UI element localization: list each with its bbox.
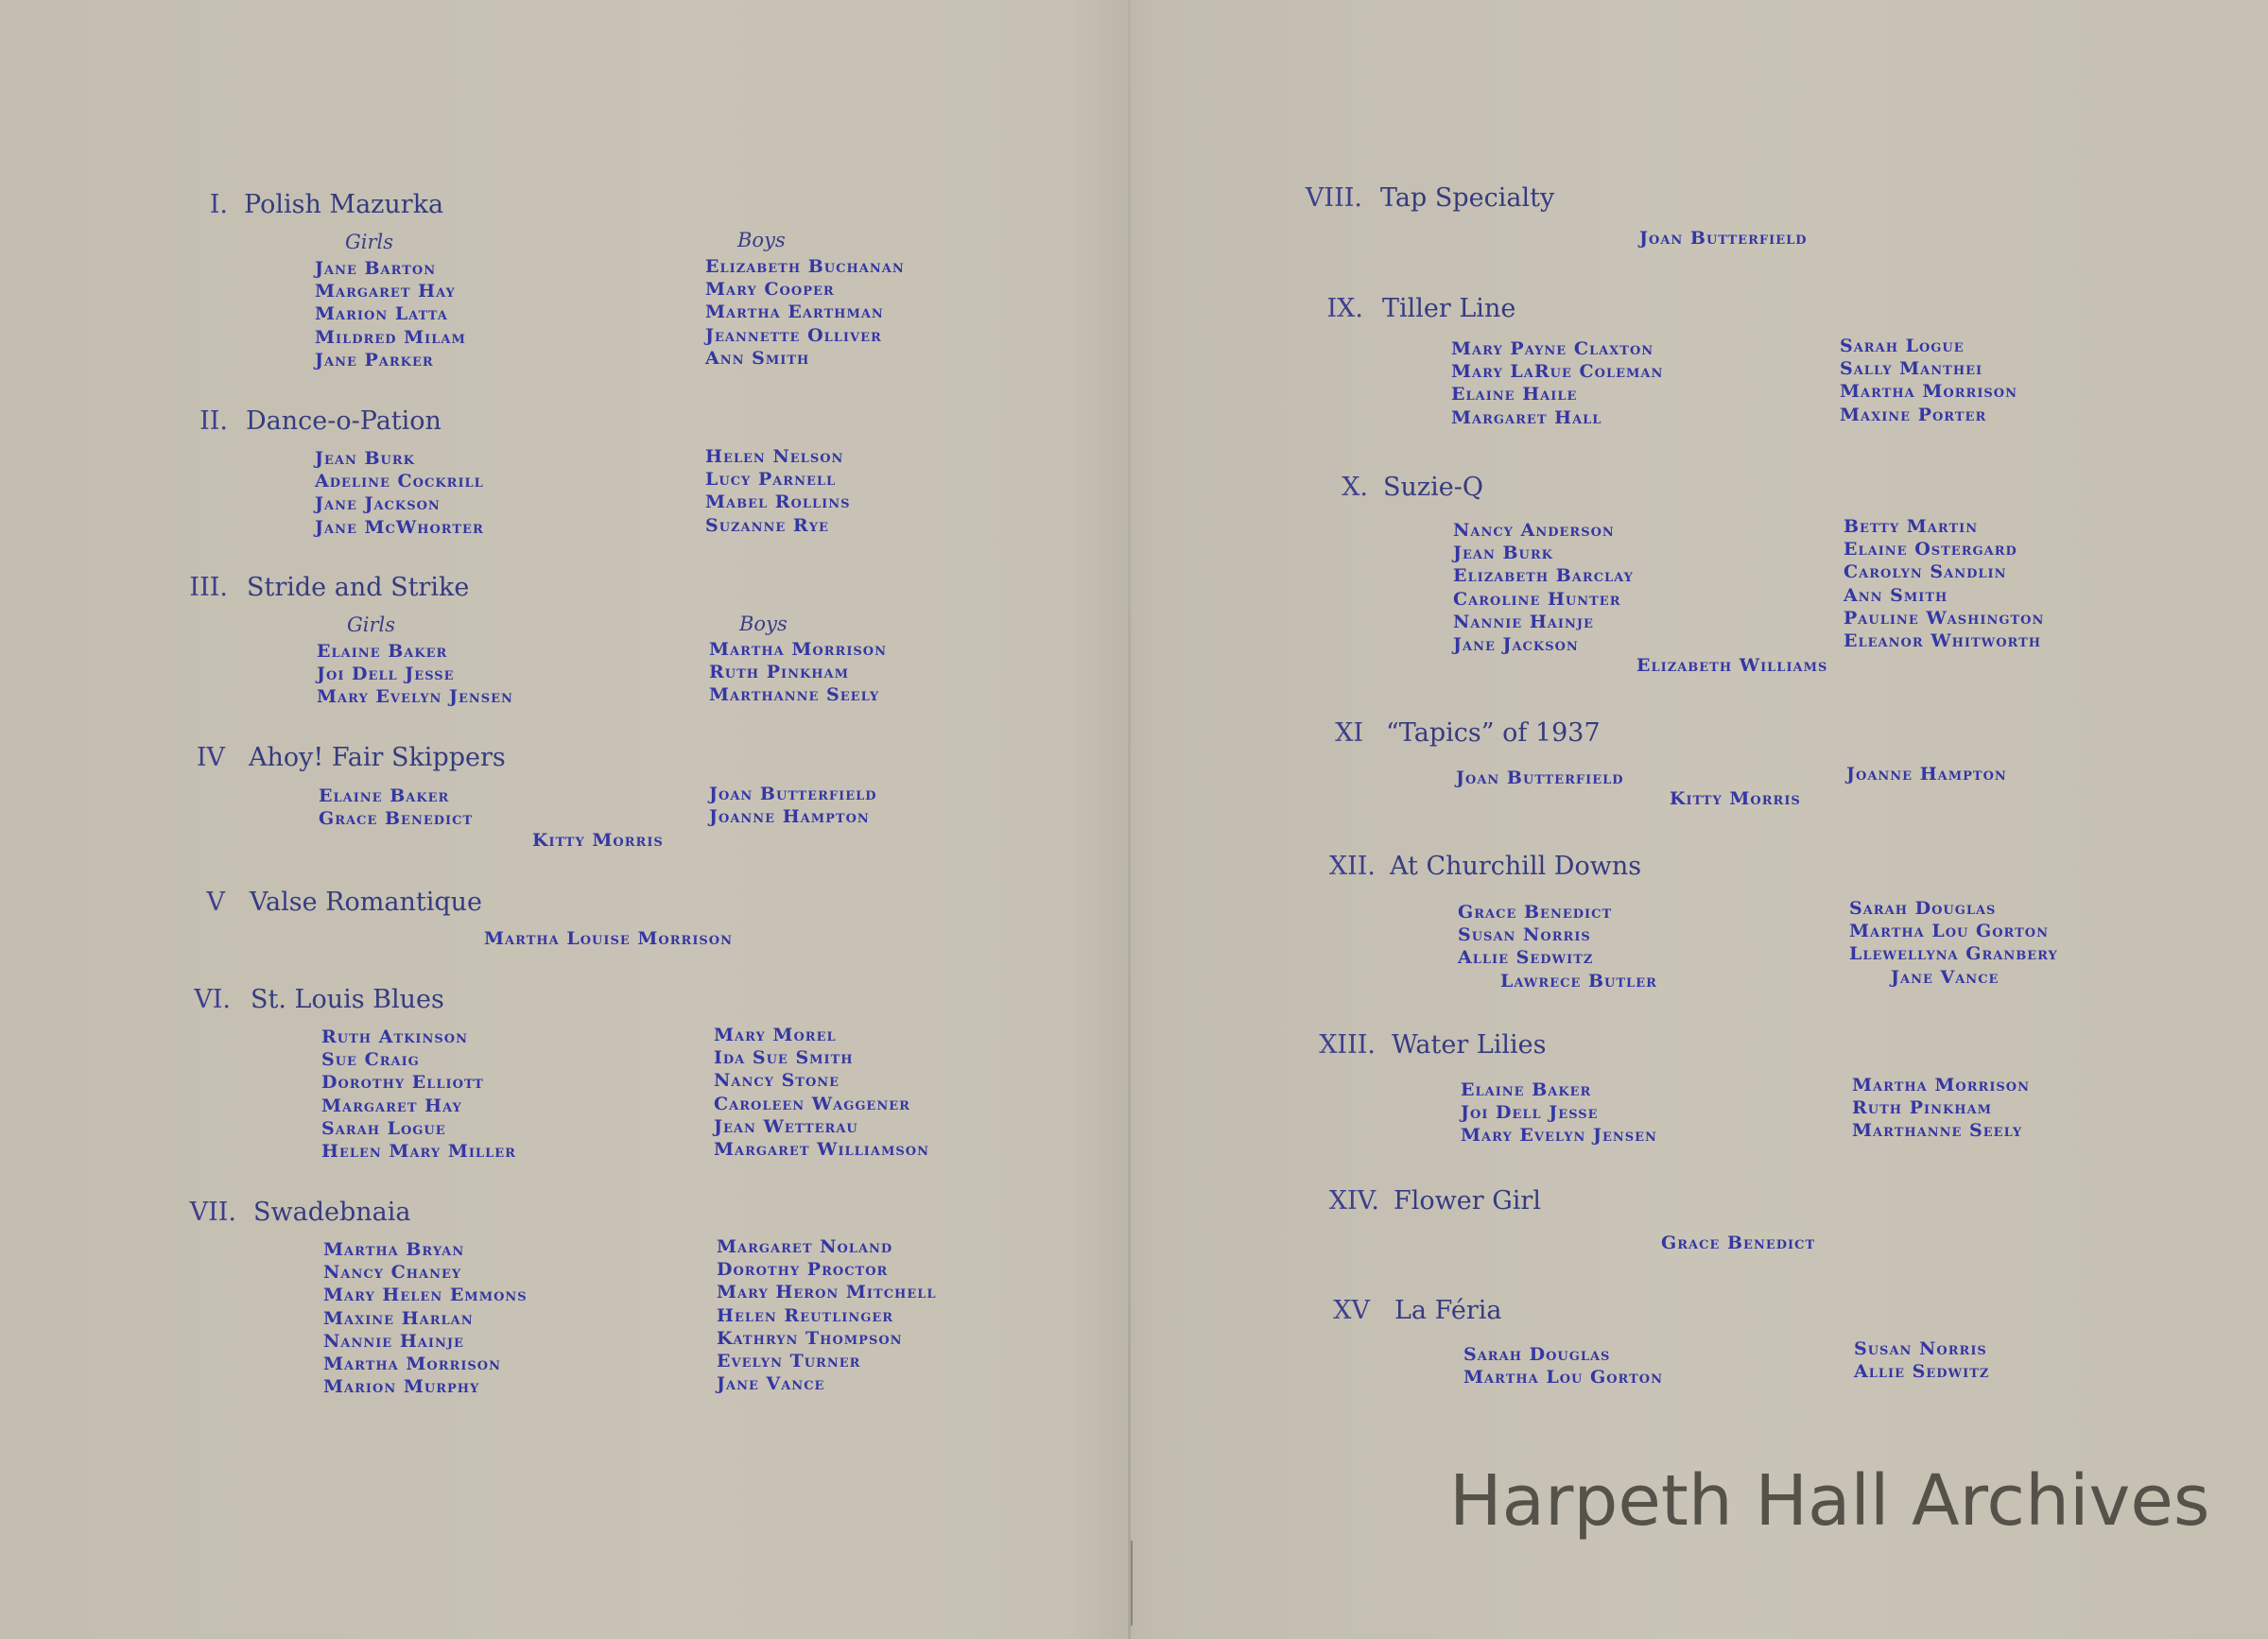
performer-name: Martha Lou Gorton: [1849, 921, 2049, 942]
performer-name: Margaret Noland: [717, 1236, 893, 1257]
performer-name: Helen Mary Miller: [321, 1141, 516, 1163]
name-column-left: [323, 1238, 528, 1398]
performer-name: Joanne Hampton: [1846, 764, 2007, 785]
performer-name: Elaine Baker: [319, 785, 450, 806]
section-numeral: IV: [196, 743, 225, 772]
section-numeral: XIV.: [1328, 1186, 1379, 1216]
performer-name: Ida Sue Smith: [714, 1047, 854, 1069]
performer-name: Mildred Milam: [315, 326, 466, 348]
performer-name: Sarah Douglas: [1849, 898, 1997, 919]
performer-name: Sarah Douglas: [1463, 1344, 1611, 1365]
performer-name: Martha Lou Gorton: [1463, 1367, 1663, 1389]
performer-name: Elaine Baker: [317, 641, 448, 662]
performer-name: Elizabeth Williams: [1636, 655, 1828, 676]
performer-name: Susan Norris: [1854, 1338, 1987, 1359]
performer-name: Kitty Morris: [1670, 788, 1801, 809]
performer-name: Marthanne Seely: [1852, 1120, 2023, 1142]
performer-name: Allie Sedwitz: [1458, 947, 1594, 969]
name-column-left: [315, 257, 466, 371]
performer-name: Martha Morrison: [1840, 381, 2017, 403]
performer-name: Margaret Williamson: [714, 1139, 929, 1161]
performer-name: Mary LaRue Coleman: [1451, 361, 1664, 383]
name-column-right: [1844, 515, 2044, 652]
performer-name: Sarah Logue: [1840, 336, 1965, 356]
section-numeral: VI.: [194, 985, 231, 1014]
performer-name: Nancy Anderson: [1453, 520, 1615, 541]
performer-name: Grace Benedict: [1661, 1233, 1816, 1253]
performer-name: Marion Murphy: [323, 1376, 480, 1398]
performer-name: Joi Dell Jesse: [1461, 1102, 1599, 1124]
section-title: Ahoy! Fair Skippers: [249, 743, 506, 772]
performer-name: Betty Martin: [1844, 516, 1979, 537]
performer-name: Grace Benedict: [319, 808, 474, 830]
section-title: Swadebnaia: [253, 1198, 411, 1227]
performer-name: Eleanor Whitworth: [1844, 630, 2042, 652]
performer-name: Sally Manthei: [1840, 358, 1983, 380]
performer-name: Joan Butterfield: [1456, 768, 1624, 788]
performer-name: Llewellyna Granbery: [1849, 943, 2058, 965]
performer-name: Ruth Atkinson: [321, 1027, 468, 1047]
section-numeral: I.: [209, 190, 228, 219]
performer-name: Nannie Hainje: [1453, 611, 1594, 632]
performer-name: Allie Sedwitz: [1854, 1361, 1990, 1383]
performer-name: Sue Craig: [321, 1049, 420, 1071]
performer-name: Joan Butterfield: [709, 784, 877, 804]
section-title: Stride and Strike: [247, 573, 470, 602]
performer-name: Jane Vance: [717, 1373, 825, 1395]
performer-name: Mary Cooper: [705, 279, 835, 301]
performer-name: Mary Morel: [714, 1025, 837, 1045]
section-title: La Féria: [1394, 1296, 1502, 1325]
name-column-left: [1463, 1343, 1663, 1389]
performer-name: Elaine Haile: [1451, 384, 1578, 405]
name-column-right: [1854, 1337, 1989, 1383]
name-column-right: [705, 255, 905, 370]
performer-name: Elizabeth Buchanan: [705, 256, 905, 277]
section-numeral: IX.: [1326, 294, 1363, 323]
performer-name: Kitty Morris: [532, 830, 664, 851]
performer-name: Elaine Baker: [1461, 1079, 1592, 1100]
boys-heading: Boys: [739, 612, 788, 635]
name-column-left: [315, 447, 484, 539]
performer-name: Nannie Hainje: [323, 1330, 464, 1352]
section-numeral: XIII.: [1319, 1030, 1376, 1060]
performer-name: Martha Earthman: [705, 302, 884, 323]
performer-name: Carolyn Sandlin: [1844, 561, 2007, 583]
name-column-right: [1846, 763, 2007, 785]
performer-name: Sarah Logue: [321, 1117, 446, 1139]
performer-name: Mary Helen Emmons: [323, 1285, 528, 1306]
section-numeral: V: [206, 888, 225, 917]
performer-name: Kathryn Thompson: [717, 1327, 903, 1349]
section-title: Tiller Line: [1382, 294, 1516, 323]
name-column-left: [1456, 767, 1624, 789]
section-numeral: XV: [1333, 1296, 1370, 1325]
performer-name: Jane Barton: [315, 258, 437, 279]
performer-name: Jean Burk: [315, 448, 415, 469]
section-title: Polish Mazurka: [244, 190, 444, 219]
section-numeral: II.: [199, 406, 228, 436]
girls-heading: Girls: [347, 613, 396, 636]
performer-name: Joi Dell Jesse: [317, 664, 455, 685]
section-numeral: VIII.: [1305, 183, 1362, 213]
performer-name: Lucy Parnell: [705, 469, 837, 491]
performer-name: Mabel Rollins: [705, 492, 851, 513]
performer-name: Grace Benedict: [1458, 902, 1613, 923]
performer-name: Margaret Hall: [1451, 406, 1602, 428]
performer-name: Adeline Cockrill: [315, 471, 484, 492]
name-column-right: [709, 638, 887, 707]
performer-name: Evelyn Turner: [717, 1351, 861, 1372]
name-column-left: [319, 785, 473, 830]
performer-name: Jane Jackson: [315, 493, 441, 515]
performer-name: Helen Reutlinger: [717, 1304, 894, 1326]
girls-heading: Girls: [345, 231, 394, 253]
performer-name: Ruth Pinkham: [709, 662, 850, 683]
performer-name: Jean Wetterau: [714, 1115, 858, 1137]
performer-name: Nancy Chaney: [323, 1262, 462, 1284]
section-title: Valse Romantique: [250, 888, 482, 917]
name-column-left: [1453, 519, 1634, 656]
performer-name: Jane Vance: [1891, 967, 2000, 988]
performer-name: Jeannette Olliver: [705, 324, 882, 346]
section-title: Flower Girl: [1394, 1186, 1541, 1216]
performer-name: Margaret Hay: [321, 1095, 462, 1116]
section-numeral: XII.: [1328, 852, 1376, 881]
name-column-right: [1849, 897, 2058, 966]
performer-name: Caroline Hunter: [1453, 588, 1621, 610]
performer-name: Susan Norris: [1458, 924, 1591, 946]
section-title: Tap Specialty: [1380, 183, 1555, 213]
performer-name: Jane Jackson: [1453, 634, 1579, 656]
performer-name: Mary Heron Mitchell: [717, 1282, 937, 1303]
performer-name: Maxine Harlan: [323, 1307, 474, 1329]
performer-name: Ruth Pinkham: [1852, 1097, 1993, 1119]
performer-name: Martha Morrison: [323, 1354, 501, 1375]
performer-name: Ann Smith: [1844, 584, 1948, 606]
name-column-left: [1451, 337, 1663, 429]
section-title: St. Louis Blues: [251, 985, 444, 1014]
section-title: At Churchill Downs: [1390, 852, 1642, 881]
performer-name: Suzanne Rye: [705, 514, 829, 536]
performer-name: Dorothy Elliott: [321, 1072, 484, 1094]
performer-name: Elaine Ostergard: [1844, 539, 2017, 561]
performer-name: Mary Evelyn Jensen: [1461, 1125, 1657, 1147]
performer-name: Helen Nelson: [705, 446, 844, 467]
performer-name: Jane Parker: [315, 349, 434, 371]
performer-name: Marion Latta: [315, 303, 448, 325]
boys-heading: Boys: [737, 229, 786, 251]
performer-name: Dorothy Proctor: [717, 1259, 889, 1281]
performer-name: Jean Burk: [1453, 543, 1553, 564]
name-column-right: [714, 1024, 929, 1161]
section-title: Suzie-Q: [1383, 473, 1483, 502]
performer-name: Margaret Hay: [315, 281, 456, 302]
performer-name: Jane McWhorter: [315, 516, 484, 538]
performer-name: Maxine Porter: [1840, 404, 1987, 425]
performer-name: Joan Butterfield: [1639, 228, 1808, 249]
performer-name: Elizabeth Barclay: [1453, 565, 1634, 587]
name-column-right: [709, 783, 877, 828]
page-fold: [1128, 0, 1131, 1639]
performer-name: Marthanne Seely: [709, 684, 880, 706]
performer-name: Mary Evelyn Jensen: [317, 686, 513, 708]
name-column-right: [717, 1235, 937, 1395]
performer-name: Pauline Washington: [1844, 607, 2045, 629]
name-column-left: [317, 640, 513, 709]
performer-name: Martha Bryan: [323, 1239, 465, 1260]
performer-name: Caroleen Waggener: [714, 1093, 910, 1114]
performer-name: Ann Smith: [705, 347, 810, 369]
performer-name: Mary Payne Claxton: [1451, 338, 1654, 359]
fold-mark: [1131, 1541, 1133, 1626]
performer-name: Joanne Hampton: [709, 806, 870, 828]
performer-name: Lawrece Butler: [1500, 971, 1657, 992]
name-column-left: [1461, 1078, 1657, 1147]
performer-name: Martha Morrison: [1852, 1075, 2030, 1096]
name-column-right: [705, 445, 851, 537]
name-column-left: [321, 1026, 516, 1163]
section-title: Water Lilies: [1392, 1030, 1547, 1060]
section-numeral: III.: [189, 573, 228, 602]
performer-name: Martha Morrison: [709, 639, 887, 660]
name-column-right: [1840, 335, 2017, 426]
section-title: Dance-o-Pation: [246, 406, 441, 436]
performer-name: Martha Louise Morrison: [484, 928, 734, 949]
performer-name: Nancy Stone: [714, 1070, 840, 1092]
name-column-left: [1458, 901, 1612, 970]
archive-watermark: Harpeth Hall Archives: [1449, 1460, 2210, 1542]
section-title: “Tapics” of 1937: [1386, 718, 1601, 748]
section-numeral: VII.: [189, 1198, 236, 1227]
section-numeral: X.: [1342, 473, 1368, 502]
name-column-right: [1852, 1074, 2030, 1143]
section-numeral: XI: [1335, 718, 1363, 748]
